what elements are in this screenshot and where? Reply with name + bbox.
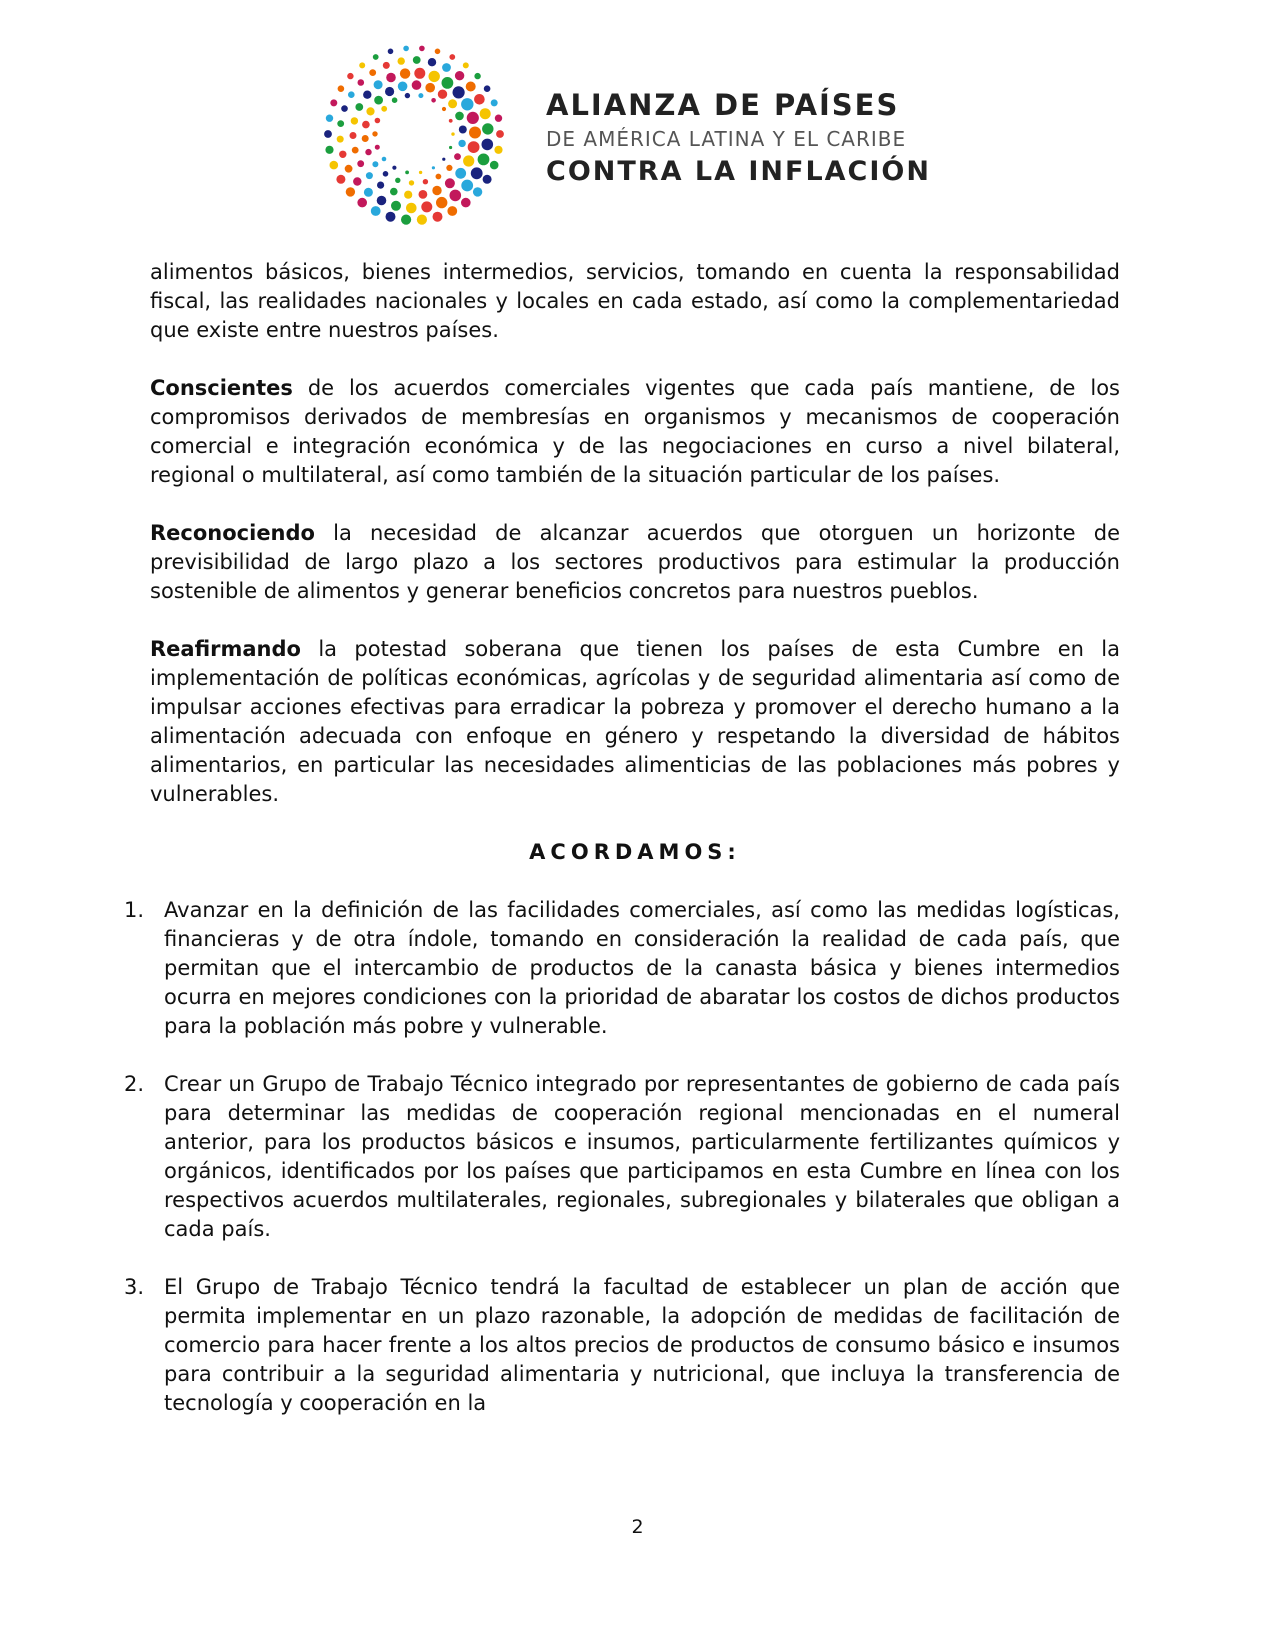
logo-dot [390,188,398,196]
logo-dot [461,198,471,208]
logo-dot [386,73,396,83]
logo-dot [494,146,502,154]
logo-dot [449,146,452,149]
logo-dot [468,141,480,153]
logo-dot [364,188,373,197]
logo-dot [438,90,447,99]
logo-dot [346,187,355,196]
logo-dot [358,79,365,86]
logo-dot [417,215,427,225]
logo-dot [413,56,421,64]
logo-dot [495,115,502,122]
paragraph-text: la necesidad de alcanzar acuerdos que otorguen un horizonte de previsibilidad de largo plazo a los sectores productivos para estimular la producción sostenible de alimentos y generar beneficios concretos para nuestros pueblos. [150,521,1120,603]
logo-dot [482,123,493,134]
logo-dot [395,178,400,183]
logo-dot [362,121,370,129]
logo-dot [425,83,435,93]
logo-dot [449,119,453,123]
logo-dot [373,54,379,60]
paragraph-continuation: alimentos básicos, bienes intermedios, servicios, tomando en cuenta la responsabilidad fiscal, las realidades nacionales y locales en cada estado, así como la complementariedad que existe entre nuestros países. [150,260,1120,342]
logo-dot [374,96,383,105]
list-item [124,1273,1120,1418]
logo-dot [419,190,428,199]
logo-dot [391,201,401,211]
paragraph-lead: Conscientes [150,376,293,400]
list-item-number: 3. [124,1275,145,1299]
logo-dot [442,107,446,111]
logo-dot [473,187,482,196]
logo-dot [435,49,441,55]
logo-dot [330,161,339,170]
logo-dot [382,157,387,162]
logo-dot [381,106,387,112]
logo-dot [386,212,396,222]
logo-dot [423,179,428,184]
logo-dot [398,57,405,64]
logo-dot [400,68,410,78]
logo-dot [428,58,436,66]
logo-dot [442,77,454,89]
logo-dot [451,132,454,135]
logo-dot [458,140,465,147]
logo-dot [474,73,480,79]
logo-dot [450,190,462,202]
logo-dot [480,108,491,119]
logo-dot [414,68,425,79]
paragraph-text: la potestad soberana que tienen los países de esta Cumbre en la implementación de políticas económicas, agrícolas y de seguridad alimentaria así como de impulsar acciones efectivas para erradicar la pobreza y promover el derecho humano a la alimentación adecuada con enfoque en género y respetando la diversidad de hábitos alimentarios, en particular las necesidades alimenticias de las poblaciones más pobres y vulnerables. [150,637,1120,806]
logo-dot [412,80,422,90]
list-item-text: El Grupo de Trabajo Técnico tendrá la facultad de establecer un plan de acción que permita implementar en un plazo razonable, la adopción de medidas de facilitación de comercio para hacer frente a los altos precios de productos de consumo básico e insumos para contribuir a la seguridad alimentaria y nutricional, que incluya la transferencia de tecnología y cooperación en la [164,1275,1120,1415]
logo-dot [433,212,443,222]
logo-dot [359,62,365,68]
paragraph-conscientes [150,374,1120,490]
logo-dot [442,158,445,161]
logo-dot [369,69,376,76]
section-heading: ACORDAMOS: [529,840,741,864]
logo-dot [436,197,447,208]
logo-dot [355,103,363,111]
logo-dot [463,155,474,166]
paragraph-text: de los acuerdos comerciales vigentes que cada país mantiene, de los compromisos derivados de membresías en organismos y mecanismos de cooperación comercial e integración económica y de las negociaciones en curso a nivel bilateral, regional o multilateral, así como también de la situación particular de los países. [150,376,1120,487]
logo-dot [347,73,353,79]
logo-dot [484,85,491,92]
logo-dot [339,151,346,158]
logo-dot [353,177,361,185]
logo-dot [372,131,377,136]
logo-dot [324,130,332,138]
logo-dot [405,93,410,98]
logo-dot [363,91,371,99]
logo-dot [466,82,476,92]
logo-dot [461,98,473,110]
logo-dot [404,191,412,199]
logo-dot [496,130,504,138]
logo-dot [392,166,396,170]
logo-dot [338,85,345,92]
logo-dot [463,62,469,68]
list-item-number: 1. [124,898,145,922]
logo-dot [357,160,364,167]
logo-dot [483,175,492,184]
paragraph-reconociendo [150,519,1120,606]
logo-dot [377,182,384,189]
logo-dot [357,198,367,208]
letterhead [320,40,960,230]
logo-dot [392,97,398,103]
logo-dot [350,132,357,139]
logo-dot [348,91,355,98]
logo-dot [474,94,485,105]
logo-dot [372,161,378,167]
logo-dot [385,87,394,96]
page-number: 2 [631,1516,644,1538]
logo-dot [469,127,481,139]
logo-dot [455,112,464,121]
logo-dot [448,99,457,108]
logo-dot [421,201,432,212]
logo-dot [455,71,464,80]
logo-dot [490,161,499,170]
dotted-circle-logo-icon [320,40,508,228]
logo-dot [366,107,374,115]
agreements-list [124,896,1120,1418]
logo-dot [445,178,455,188]
list-item-number: 2. [124,1072,145,1096]
logo-dot [375,145,380,150]
logo-dot [403,46,409,52]
logo-dot [454,153,461,160]
logo-dot [491,99,498,106]
logo-dot [432,166,435,169]
logo-dot [401,215,411,225]
logo-dot [362,135,369,142]
logo-dot [467,112,479,124]
paragraph-lead: Reafirmando [150,637,301,661]
list-item [124,896,1120,1041]
list-item [124,1070,1120,1244]
logo-dot [455,168,466,179]
paragraph-reafirmando [150,635,1120,809]
list-item-text: Avanzar en la definición de las facilidades comerciales, así como las medidas logísticas, financieras y de otra índole, tomando en consideración la realidad de cada país, que permitan que el intercambio de productos de la canasta básica y bienes intermedios ocurra en mejores condiciones con la prioridad de abaratar los costos de dichos productos para la población más pobre y vulnerable. [164,898,1120,1038]
logo-dot [375,118,381,124]
list-item-text: Crear un Grupo de Trabajo Técnico integrado por representantes de gobierno de cada país para determinar las medidas de cooperación regional mencionadas en el numeral anterior, para los productos básicos e insumos, particularmente fertilizantes químicos y orgánicos, identificados por los países que participamos en esta Cumbre en línea con los respectivos acuerdos multilaterales, regionales, subregionales y bilaterales que obligan a cada país. [164,1072,1120,1241]
logo-dot [419,46,425,52]
organization-name [546,86,931,190]
logo-dot [406,203,417,214]
logo-dot [461,180,473,192]
logo-dot [429,71,440,82]
logo-dot [366,172,373,179]
logo-dot [336,175,345,184]
logo-dot [398,82,408,92]
paragraph-lead: Reconociendo [150,521,315,545]
logo-dot [459,126,467,134]
logo-dot [352,147,359,154]
logo-dot [351,117,358,124]
logo-dot [388,49,394,55]
logo-dot [326,115,333,122]
logo-dot [431,98,436,103]
logo-dot [365,149,371,155]
logo-dot [377,196,387,206]
logo-dot [453,86,465,98]
logo-dot [419,171,422,174]
logo-dot [337,120,344,127]
logo-dot [442,63,451,72]
logo-dot [478,154,490,166]
logo-dot [446,165,452,171]
logo-dot [374,80,383,89]
logo-dot [325,146,333,154]
logo-dot [447,206,457,216]
logo-dot [383,62,390,69]
document-body [124,258,1120,1447]
logo-dot [371,206,381,216]
logo-dot [405,171,409,175]
logo-dot [482,139,494,151]
logo-dot [330,99,337,106]
logo-dot [449,54,455,60]
logo-dot [436,174,442,180]
logo-dot [471,167,483,179]
logo-dot [341,105,348,112]
logo-dot [432,186,441,195]
org-name-line-2: DE AMÉRICA LATINA Y EL CARIBE [546,127,907,151]
org-name-line-3: CONTRA LA INFLACIÓN [546,156,931,187]
logo-dot [337,136,344,143]
org-name-line-1: ALIANZA DE PAÍSES [546,88,900,122]
logo-dot [383,171,389,177]
logo-dot [418,93,423,98]
logo-dot [409,180,414,185]
logo-dot [345,165,353,173]
